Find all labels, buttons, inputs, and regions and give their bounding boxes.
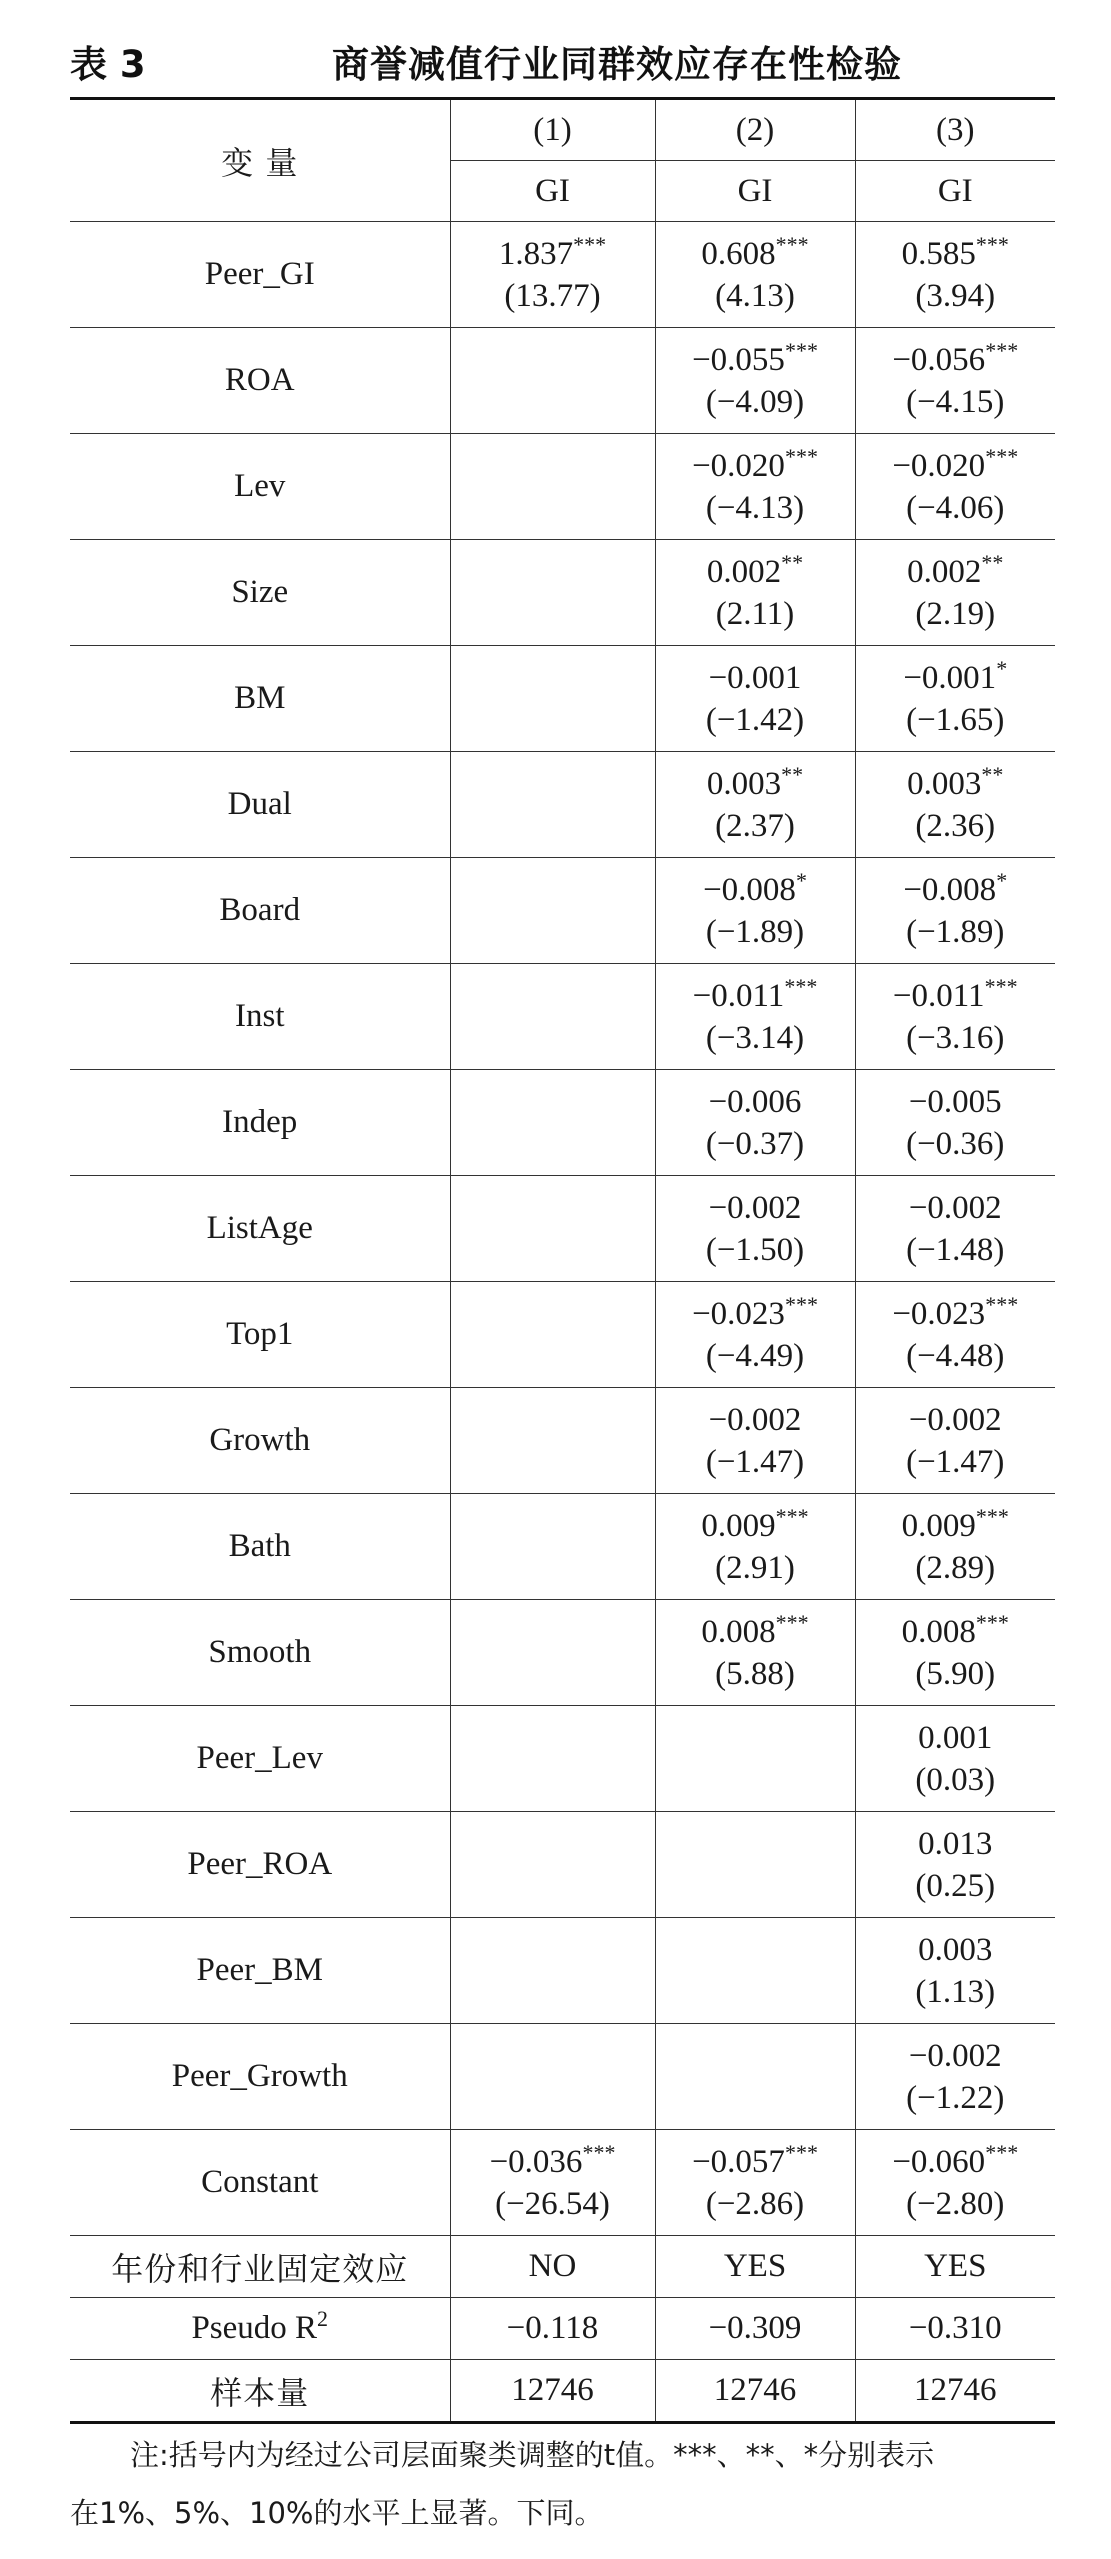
coefficient <box>856 1293 1056 1335</box>
coefficient-value: −0.011 <box>892 977 985 1014</box>
estimate-cell <box>450 858 655 964</box>
estimate-cell <box>855 1812 1055 1918</box>
variable-name: BM <box>70 646 450 752</box>
estimate-cell <box>855 2024 1055 2130</box>
coefficient-value: −0.006 <box>708 1083 802 1120</box>
coefficient-value: 0.009 <box>901 1507 976 1544</box>
estimate-cell <box>855 1918 1055 2024</box>
estimate-cell <box>655 1706 855 1812</box>
header-row-column-numbers <box>70 99 1055 161</box>
coefficient-value: −0.002 <box>908 2037 1002 2074</box>
significance-stars: *** <box>784 973 818 999</box>
coefficient-value: 0.009 <box>701 1507 776 1544</box>
coefficient <box>856 657 1056 699</box>
t-statistic: (4.13) <box>715 277 795 314</box>
coefficient <box>656 869 855 911</box>
t-statistic: (−1.48) <box>906 1231 1005 1268</box>
t-statistic: (−0.36) <box>906 1125 1005 1162</box>
coefficient-value: −0.056 <box>892 341 986 378</box>
estimate-cell <box>450 2024 655 2130</box>
t-statistic: (−1.65) <box>906 701 1005 738</box>
t-statistic: (−1.50) <box>705 1231 805 1268</box>
summary-value: NO <box>450 2236 655 2298</box>
variable-name: Board <box>70 858 450 964</box>
coefficient <box>856 339 1056 381</box>
coefficient <box>856 975 1056 1017</box>
estimate-cell <box>855 1388 1055 1494</box>
estimate-cell <box>855 1600 1055 1706</box>
t-statistic: (2.19) <box>915 595 996 632</box>
t-statistic: (−1.47) <box>906 1443 1005 1480</box>
summary-label <box>70 2236 450 2298</box>
superscript: 2 <box>317 2306 329 2331</box>
coefficient <box>656 1081 855 1123</box>
variable-name: Inst <box>70 964 450 1070</box>
summary-value: −0.310 <box>855 2298 1055 2360</box>
coefficient <box>656 1187 855 1229</box>
coefficient-value: 0.002 <box>907 553 982 590</box>
t-statistic: (−4.13) <box>705 489 805 526</box>
estimate-cell <box>855 1070 1055 1176</box>
coefficient-value: 0.001 <box>918 1719 993 1756</box>
t-statistic: (−4.15) <box>906 383 1005 420</box>
variable-name: Peer_ROA <box>70 1812 450 1918</box>
significance-stars: *** <box>984 973 1018 999</box>
t-statistic: (−2.86) <box>705 2185 805 2222</box>
table-row <box>70 646 1055 752</box>
estimate-cell <box>655 1176 855 1282</box>
t-statistic: (−0.37) <box>705 1125 805 1162</box>
coefficient <box>856 445 1056 487</box>
estimate-cell <box>450 1070 655 1176</box>
coefficient <box>856 2141 1056 2183</box>
estimate-cell <box>450 646 655 752</box>
table-row <box>70 1176 1055 1282</box>
coefficient <box>656 339 855 381</box>
coefficient <box>856 233 1056 275</box>
summary-label <box>70 2360 450 2423</box>
coefficient <box>856 1187 1056 1229</box>
t-statistic: (−4.06) <box>906 489 1005 526</box>
summary-value: 12746 <box>450 2360 655 2423</box>
coefficient-value: 0.003 <box>907 765 982 802</box>
estimate-cell <box>450 1706 655 1812</box>
estimate-cell <box>855 328 1055 434</box>
estimate-cell <box>450 1918 655 2024</box>
coefficient-value: −0.055 <box>692 341 785 378</box>
significance-stars: *** <box>582 2139 616 2165</box>
variable-name: Top1 <box>70 1282 450 1388</box>
coefficient-value: −0.002 <box>908 1189 1002 1226</box>
coefficient <box>856 1929 1056 1971</box>
table-row <box>70 434 1055 540</box>
variable-name: Bath <box>70 1494 450 1600</box>
summary-label-text: 年份和行业固定效应 <box>111 2249 409 2288</box>
estimate-cell <box>855 1282 1055 1388</box>
coefficient-value: 0.003 <box>918 1931 993 1968</box>
t-statistic: (2.36) <box>915 807 996 844</box>
estimate-cell <box>655 1282 855 1388</box>
estimate-cell <box>450 328 655 434</box>
variable-name: Peer_Lev <box>70 1706 450 1812</box>
significance-stars: *** <box>775 231 809 257</box>
table-row <box>70 1494 1055 1600</box>
coefficient <box>656 763 855 805</box>
variable-name: Lev <box>70 434 450 540</box>
variable-header: 变 量 <box>70 99 450 222</box>
estimate-cell <box>855 1706 1055 1812</box>
variable-name: Peer_GI <box>70 222 450 328</box>
significance-stars: * <box>996 867 1008 893</box>
estimate-cell <box>655 2130 855 2236</box>
coefficient <box>856 551 1056 593</box>
coefficient-value: −0.008 <box>903 871 997 908</box>
estimate-cell <box>855 540 1055 646</box>
variable-name: Indep <box>70 1070 450 1176</box>
coefficient <box>856 869 1056 911</box>
estimate-cell <box>655 2024 855 2130</box>
table-row <box>70 1812 1055 1918</box>
t-statistic: (−1.47) <box>705 1443 805 1480</box>
table-row <box>70 964 1055 1070</box>
note-line-2: 在1%、5%、10%的水平上显著。下同。 <box>70 2496 604 2530</box>
estimate-cell <box>450 964 655 1070</box>
table-row <box>70 2130 1055 2236</box>
table-row <box>70 1388 1055 1494</box>
estimate-cell <box>855 2130 1055 2236</box>
t-statistic: (2.37) <box>715 807 795 844</box>
variable-name: Dual <box>70 752 450 858</box>
summary-label <box>70 2298 450 2360</box>
estimate-cell <box>855 752 1055 858</box>
table-row <box>70 540 1055 646</box>
estimate-cell <box>855 434 1055 540</box>
coefficient-value: −0.057 <box>692 2143 785 2180</box>
coefficient-value: −0.005 <box>908 1083 1002 1120</box>
column-number-2: (2) <box>655 99 855 161</box>
table-title: 商誉减值行业同群效应存在性检验 <box>332 43 902 86</box>
summary-value: −0.309 <box>655 2298 855 2360</box>
t-statistic: (−4.49) <box>705 1337 805 1374</box>
coefficient-value: −0.008 <box>703 871 796 908</box>
coefficient-value: −0.001 <box>903 659 997 696</box>
t-statistic: (−1.42) <box>705 701 805 738</box>
summary-row <box>70 2298 1055 2360</box>
table-row <box>70 752 1055 858</box>
table-row <box>70 2024 1055 2130</box>
summary-value: −0.118 <box>450 2298 655 2360</box>
estimate-cell <box>450 1812 655 1918</box>
table-row <box>70 1600 1055 1706</box>
variable-name: ListAge <box>70 1176 450 1282</box>
significance-stars: ** <box>981 549 1004 575</box>
estimate-cell <box>450 2130 655 2236</box>
variable-name: ROA <box>70 328 450 434</box>
t-statistic: (3.94) <box>915 277 996 314</box>
significance-stars: *** <box>784 2139 818 2165</box>
coefficient-value: −0.023 <box>892 1295 986 1332</box>
coefficient-value: 0.002 <box>706 553 782 590</box>
column-number-1: (1) <box>450 99 655 161</box>
variable-name: Smooth <box>70 1600 450 1706</box>
estimate-cell <box>450 1388 655 1494</box>
dependent-variable-1: GI <box>450 161 655 222</box>
t-statistic: (−26.54) <box>495 2185 610 2222</box>
summary-value: 12746 <box>855 2360 1055 2423</box>
estimate-cell <box>855 1494 1055 1600</box>
estimate-cell <box>450 540 655 646</box>
variable-name: Growth <box>70 1388 450 1494</box>
estimate-cell <box>855 964 1055 1070</box>
t-statistic: (5.90) <box>915 1655 996 1692</box>
table-row <box>70 222 1055 328</box>
estimate-cell <box>450 1282 655 1388</box>
t-statistic: (−4.48) <box>906 1337 1005 1374</box>
t-statistic: (5.88) <box>715 1655 795 1692</box>
coefficient-value: −0.020 <box>892 447 986 484</box>
coefficient-value: −0.002 <box>908 1401 1002 1438</box>
coefficient-value: −0.002 <box>708 1401 802 1438</box>
coefficient <box>656 445 855 487</box>
estimate-cell <box>655 328 855 434</box>
estimate-cell <box>655 646 855 752</box>
coefficient <box>856 2035 1056 2077</box>
column-number-3: (3) <box>855 99 1055 161</box>
estimate-cell <box>450 752 655 858</box>
table-row <box>70 1706 1055 1812</box>
variable-name: Size <box>70 540 450 646</box>
t-statistic: (13.77) <box>504 277 601 314</box>
estimate-cell <box>655 1918 855 2024</box>
coefficient <box>451 2141 655 2183</box>
variable-name: Peer_Growth <box>70 2024 450 2130</box>
significance-stars: * <box>996 655 1008 681</box>
coefficient <box>856 1823 1056 1865</box>
variable-name: Peer_BM <box>70 1918 450 2024</box>
t-statistic: (−3.16) <box>906 1019 1005 1056</box>
coefficient <box>656 233 855 275</box>
estimate-cell <box>655 1494 855 1600</box>
significance-stars: *** <box>784 337 818 363</box>
coefficient <box>856 1399 1056 1441</box>
estimate-cell <box>855 858 1055 964</box>
coefficient <box>856 763 1056 805</box>
t-statistic: (2.91) <box>715 1549 795 1586</box>
t-statistic: (−1.22) <box>906 2079 1005 2116</box>
summary-row <box>70 2236 1055 2298</box>
note-line-1: 注:括号内为经过公司层面聚类调整的t值。***、**、*分别表示 <box>130 2438 935 2472</box>
coefficient <box>451 233 655 275</box>
estimate-cell <box>655 540 855 646</box>
coefficient-value: 0.008 <box>901 1613 976 1650</box>
coefficient <box>856 1717 1056 1759</box>
significance-stars: *** <box>975 1609 1009 1635</box>
coefficient-value: 0.008 <box>701 1613 776 1650</box>
t-statistic: (1.13) <box>915 1973 996 2010</box>
estimate-cell <box>450 222 655 328</box>
summary-value: 12746 <box>655 2360 855 2423</box>
significance-stars: *** <box>975 231 1009 257</box>
coefficient-value: −0.020 <box>692 447 785 484</box>
significance-stars: * <box>795 867 807 893</box>
table-row <box>70 858 1055 964</box>
coefficient <box>856 1081 1056 1123</box>
summary-value: YES <box>855 2236 1055 2298</box>
estimate-cell <box>855 222 1055 328</box>
significance-stars: *** <box>985 443 1019 469</box>
coefficient-value: 0.608 <box>701 235 776 272</box>
table-note <box>70 2426 1055 2542</box>
t-statistic: (2.89) <box>915 1549 996 1586</box>
estimate-cell <box>855 1176 1055 1282</box>
t-statistic: (−4.09) <box>705 383 805 420</box>
variable-name: Constant <box>70 2130 450 2236</box>
estimate-cell <box>655 1388 855 1494</box>
significance-stars: *** <box>573 231 607 257</box>
significance-stars: *** <box>975 1503 1009 1529</box>
coefficient-value: −0.060 <box>892 2143 986 2180</box>
coefficient-value: 0.585 <box>901 235 976 272</box>
estimate-cell <box>655 964 855 1070</box>
coefficient <box>656 551 855 593</box>
summary-label-text: 样本量 <box>210 2373 310 2412</box>
estimate-cell <box>655 1812 855 1918</box>
table-row <box>70 328 1055 434</box>
estimate-cell <box>655 1070 855 1176</box>
coefficient <box>656 1293 855 1335</box>
coefficient-value: −0.002 <box>708 1189 802 1226</box>
estimate-cell <box>655 222 855 328</box>
t-statistic: (0.25) <box>915 1867 996 1904</box>
coefficient-value: −0.036 <box>489 2143 583 2180</box>
estimate-cell <box>450 1494 655 1600</box>
estimate-cell <box>655 858 855 964</box>
t-statistic: (0.03) <box>915 1761 996 1798</box>
coefficient <box>656 2141 855 2183</box>
estimate-cell <box>655 1600 855 1706</box>
summary-row <box>70 2360 1055 2423</box>
significance-stars: *** <box>775 1503 809 1529</box>
estimate-cell <box>655 434 855 540</box>
coefficient <box>656 1611 855 1653</box>
coefficient <box>656 657 855 699</box>
estimate-cell <box>855 646 1055 752</box>
t-statistic: (−1.89) <box>906 913 1005 950</box>
coefficient <box>656 1505 855 1547</box>
table-row <box>70 1282 1055 1388</box>
estimate-cell <box>655 752 855 858</box>
estimate-cell <box>450 434 655 540</box>
coefficient-value: −0.011 <box>692 977 785 1014</box>
significance-stars: *** <box>784 443 818 469</box>
significance-stars: *** <box>775 1609 809 1635</box>
significance-stars: ** <box>781 761 804 787</box>
coefficient-value: −0.023 <box>692 1295 785 1332</box>
coefficient <box>856 1611 1056 1653</box>
estimate-cell <box>450 1176 655 1282</box>
t-statistic: (−3.14) <box>705 1019 805 1056</box>
significance-stars: *** <box>784 1291 818 1317</box>
significance-stars: ** <box>781 549 804 575</box>
dependent-variable-3: GI <box>855 161 1055 222</box>
t-statistic: (2.11) <box>715 595 795 632</box>
estimate-cell <box>450 1600 655 1706</box>
summary-label-text: Pseudo R <box>191 2310 318 2346</box>
coefficient <box>656 975 855 1017</box>
coefficient-value: 0.003 <box>706 765 782 802</box>
table-header <box>70 26 1055 90</box>
summary-value: YES <box>655 2236 855 2298</box>
table-number: 表 3 <box>70 43 146 86</box>
significance-stars: ** <box>981 761 1004 787</box>
significance-stars: *** <box>985 337 1019 363</box>
significance-stars: *** <box>985 2139 1019 2165</box>
table-body <box>70 222 1055 2423</box>
dependent-variable-2: GI <box>655 161 855 222</box>
regression-table <box>70 97 1055 2424</box>
table-row <box>70 1918 1055 2024</box>
t-statistic: (−1.89) <box>705 913 805 950</box>
t-statistic: (−2.80) <box>906 2185 1005 2222</box>
coefficient-value: −0.001 <box>708 659 802 696</box>
coefficient <box>856 1505 1056 1547</box>
coefficient <box>656 1399 855 1441</box>
table-row <box>70 1070 1055 1176</box>
coefficient-value: 1.837 <box>498 235 574 272</box>
coefficient-value: 0.013 <box>918 1825 993 1862</box>
significance-stars: *** <box>985 1291 1019 1317</box>
